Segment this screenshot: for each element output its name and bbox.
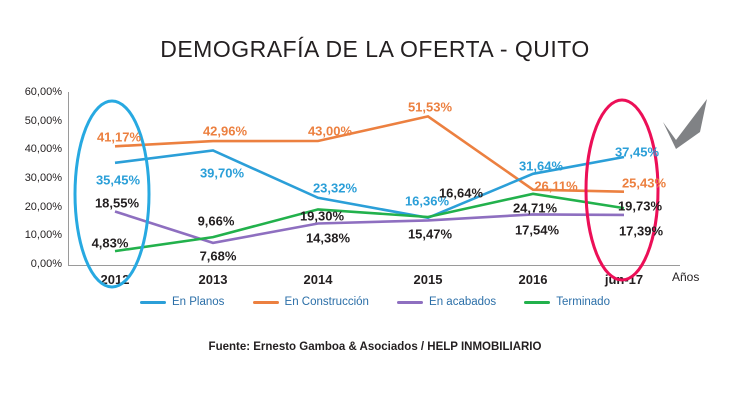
data-label-terminado-2013: 9,66%	[197, 213, 235, 229]
legend-label: En Construcción	[284, 296, 369, 308]
legend-item-en-planos[interactable]	[140, 296, 224, 308]
data-label-terminado-jun-17: 19,73%	[617, 198, 663, 214]
legend-item-en-construccion[interactable]	[253, 296, 369, 308]
x-tick-label-2013: 2013	[198, 272, 228, 287]
data-label-en-acabados-2012: 18,55%	[94, 195, 140, 211]
data-label-terminado-2016: 24,71%	[512, 200, 558, 216]
legend-swatch-icon	[253, 301, 279, 304]
legend	[140, 296, 610, 308]
x-tick-label-jun-17: jun-17	[604, 272, 644, 287]
x-tick-label-2016: 2016	[518, 272, 548, 287]
source-note: Fuente: Ernesto Gamboa & Asociados / HELP INMOBILIARIO	[208, 341, 542, 353]
y-tick-label: 20,00%	[24, 200, 62, 213]
data-label-en-construccion-jun-17: 25,43%	[621, 175, 667, 191]
y-tick-label: 0,00%	[30, 258, 62, 270]
data-label-en-construccion-2014: 43,00%	[307, 123, 353, 139]
legend-swatch-icon	[140, 301, 166, 304]
data-label-en-acabados-2016: 17,54%	[514, 222, 560, 238]
page-title: DEMOGRAFÍA DE LA OFERTA - QUITO	[160, 36, 590, 62]
data-label-terminado-2014: 19,30%	[299, 208, 345, 224]
x-axis-title: Años	[672, 270, 700, 284]
legend-label: En acabados	[429, 296, 497, 308]
data-label-en-planos-jun-17: 37,45%	[614, 144, 660, 160]
data-label-en-acabados-2015: 15,47%	[407, 226, 453, 242]
data-label-en-planos-2012: 35,45%	[95, 172, 141, 188]
data-label-en-construccion-2016: 26,11%	[534, 178, 578, 194]
y-tick-label: 60,00%	[24, 86, 62, 98]
y-tick-label: 50,00%	[24, 114, 62, 127]
data-label-en-planos-2014: 23,32%	[312, 180, 358, 196]
data-label-en-construccion-2012: 41,17%	[96, 129, 142, 145]
data-label-terminado-2015: 16,64%	[438, 185, 484, 201]
legend-label: En Planos	[172, 296, 225, 308]
data-label-en-construccion-2015: 51,53%	[407, 99, 453, 115]
legend-swatch-icon	[524, 301, 550, 304]
legend-item-en-acabados[interactable]	[397, 296, 496, 308]
data-label-en-acabados-2014: 14,38%	[305, 230, 351, 246]
y-tick-label: 10,00%	[24, 229, 62, 242]
legend-swatch-icon	[397, 301, 423, 304]
data-label-en-planos-2016: 31,64%	[518, 158, 564, 174]
data-label-en-planos-2013: 39,70%	[199, 165, 245, 181]
x-tick-label-2012: 2012	[100, 272, 130, 287]
data-label-en-planos-2015: 16,36%	[404, 193, 450, 209]
y-tick-label: 30,00%	[24, 172, 62, 184]
x-tick-label-2014: 2014	[303, 272, 333, 287]
y-tick-label: 40,00%	[24, 143, 62, 156]
data-label-en-acabados-2013: 7,68%	[199, 248, 237, 264]
legend-item-terminado[interactable]	[524, 296, 610, 308]
legend-label: Terminado	[556, 296, 610, 308]
x-tick-label-2015: 2015	[413, 272, 443, 287]
check-mark-icon	[663, 99, 707, 149]
data-label-terminado-2012: 4,83%	[91, 235, 129, 251]
data-label-en-acabados-jun-17: 17,39%	[618, 223, 664, 239]
data-label-en-construccion-2013: 42,96%	[202, 123, 248, 139]
